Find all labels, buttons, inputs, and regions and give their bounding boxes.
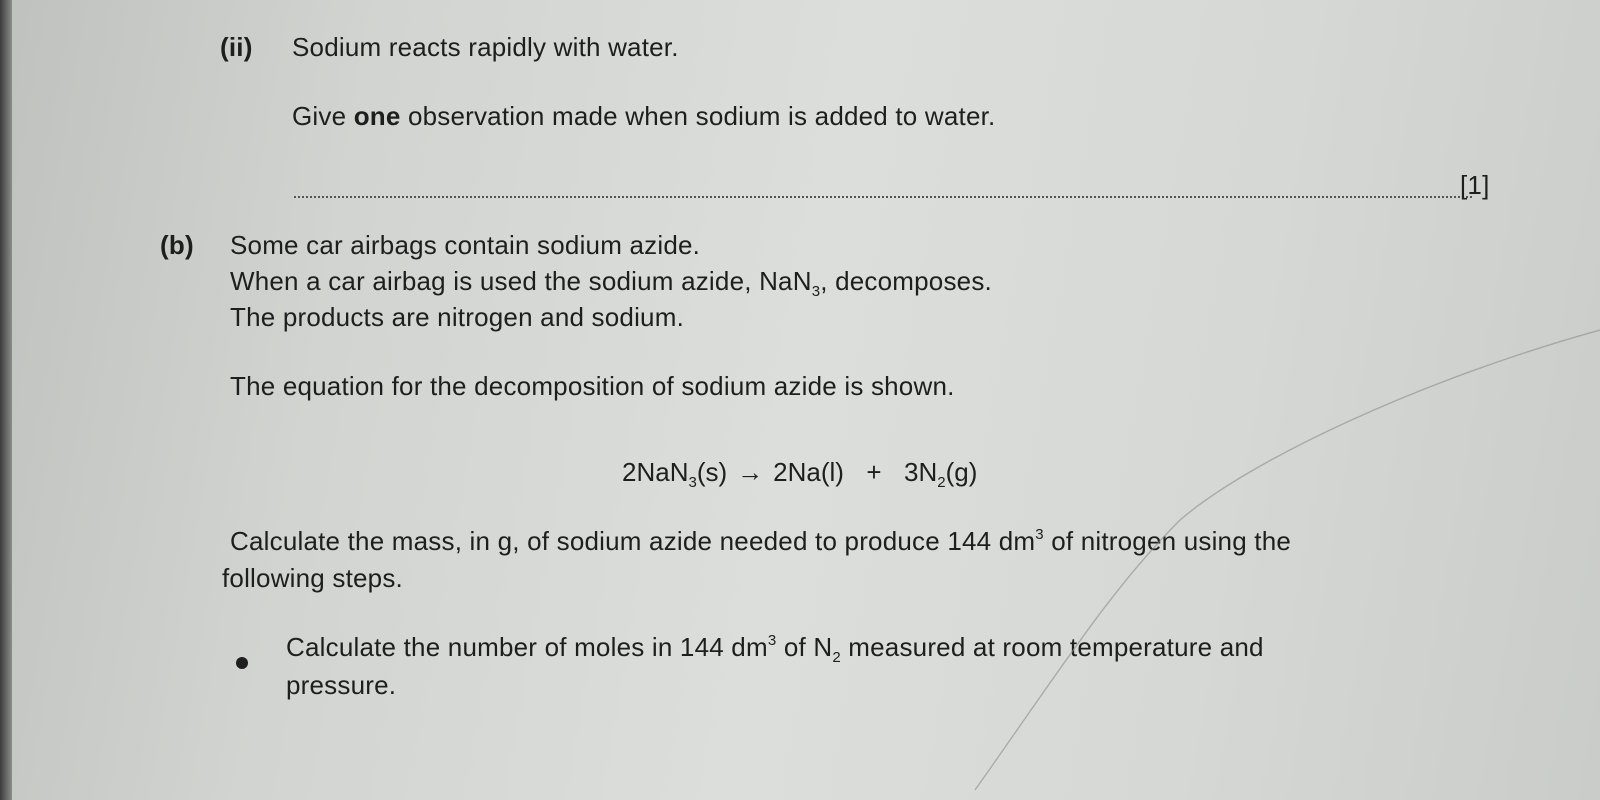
question-b-label: (b)	[160, 230, 194, 260]
calc-superscript: 3	[1035, 526, 1044, 543]
equation-reactant-subscript: 3	[688, 474, 697, 491]
equation-product2-subscript: 2	[937, 474, 946, 491]
question-ii-label: (ii)	[220, 32, 253, 62]
prompt-emphasis: one	[353, 101, 401, 131]
equation-product2: 3N	[904, 457, 938, 487]
question-b-line1: Some car airbags contain sodium azide.	[230, 230, 701, 260]
calculation-instruction-line2: following steps.	[222, 563, 403, 593]
bullet-superscript: 3	[767, 632, 777, 649]
equation-product2-state: (g)	[945, 457, 978, 487]
question-b-line3: The products are nitrogen and sodium.	[230, 302, 684, 332]
prompt-text-end: observation made when sodium is added to water.	[400, 101, 996, 131]
equation-reactant-state: (s)	[696, 457, 728, 487]
marks-label: [1]	[1460, 170, 1490, 200]
reaction-arrow-icon: →	[737, 457, 764, 487]
bullet-step-1-line2: pressure.	[286, 670, 397, 700]
bullet-text-start: Calculate the number of moles in 144 dm	[286, 632, 768, 662]
line2-subscript: 3	[811, 283, 821, 300]
calc-text-start: Calculate the mass, in g, of sodium azide needed to produce 144 dm	[230, 526, 1036, 556]
calc-text-end: of nitrogen using the	[1043, 526, 1292, 556]
line2-text-start: When a car airbag is used the sodium azide, NaN	[230, 266, 812, 296]
prompt-text-start: Give	[292, 101, 354, 131]
equation-reactant: 2NaN	[622, 457, 689, 487]
bullet-text-end: measured at room temperature and	[840, 632, 1264, 662]
bullet-text-mid: of N	[776, 632, 833, 662]
line2-text-end: , decomposes.	[820, 266, 992, 296]
equation-plus: +	[866, 457, 882, 487]
pen-stroke-path	[975, 330, 1600, 790]
question-ii-text: Sodium reacts rapidly with water.	[292, 32, 679, 62]
equation-product1: 2Na(l)	[773, 457, 844, 487]
bullet-subscript: 2	[832, 649, 841, 666]
equation-intro: The equation for the decomposition of sodium azide is shown.	[230, 371, 955, 401]
